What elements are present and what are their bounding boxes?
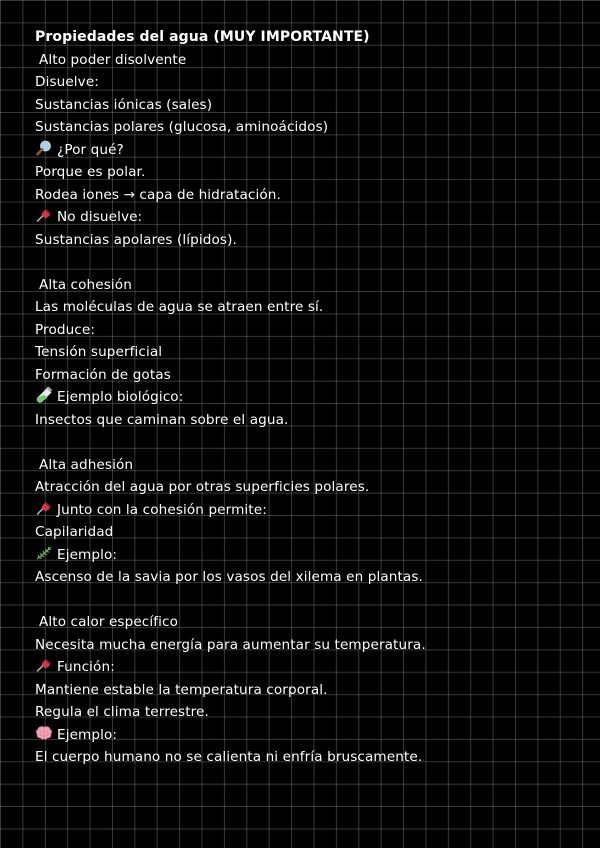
section-heading-cohesion: Alta cohesión — [39, 276, 132, 293]
adhesion-example-item: Ascenso de la savia por los vasos del xilema en plantas. — [35, 569, 423, 585]
specific-heat-example-row — [35, 724, 595, 747]
dissolves-label: Disuelve: — [35, 74, 99, 90]
function-item: Regula el clima terrestre. — [35, 704, 209, 720]
cohesion-description: Las moléculas de agua se atraen entre sí. — [35, 299, 324, 315]
allows-label: Junto con la cohesión permite: — [57, 501, 267, 518]
adhesion-example-label: Ejemplo: — [57, 546, 118, 563]
magnifying-glass-icon — [35, 140, 53, 156]
why-item: Porque es polar. — [35, 164, 146, 180]
not-dissolves-item: Sustancias apolares (lípidos). — [35, 231, 237, 248]
why-row — [35, 139, 595, 162]
not-dissolves-label: No disuelve: — [57, 209, 143, 225]
notes-page — [35, 26, 595, 769]
function-label: Función: — [57, 659, 115, 675]
specific-heat-description: Necesita mucha energía para aumentar su temperatura. — [35, 636, 426, 653]
specific-heat-example-item: El cuerpo humano no se calienta ni enfría bruscamente. — [35, 749, 423, 765]
section-heading-solvent: Alto poder disolvente — [39, 51, 187, 68]
spacer — [35, 589, 595, 612]
bio-example-label: Ejemplo biológico: — [57, 389, 184, 405]
pushpin-icon — [35, 207, 53, 223]
pushpin-icon — [35, 657, 53, 673]
adhesion-description: Atracción del agua por otras superficies polares. — [35, 479, 370, 495]
fern-icon — [35, 545, 53, 561]
dissolves-item: Sustancias iónicas (sales) — [35, 96, 213, 113]
bio-example-item: Insectos que caminan sobre el agua. — [35, 411, 289, 428]
why-item: Rodea iones → capa de hidratación. — [35, 186, 281, 203]
allows-item: Capilaridad — [35, 524, 114, 540]
page-title: Propiedades del agua (MUY IMPORTANTE) — [35, 29, 370, 45]
produces-item: Tensión superficial — [35, 344, 163, 360]
test-tube-icon — [35, 387, 53, 403]
function-item: Mantiene estable la temperatura corporal. — [35, 681, 328, 698]
dissolves-item: Sustancias polares (glucosa, aminoácidos) — [35, 119, 329, 135]
bio-example-row — [35, 386, 595, 409]
produces-item: Formación de gotas — [35, 366, 171, 383]
section-heading-adhesion: Alta adhesión — [39, 456, 134, 473]
produces-label: Produce: — [35, 321, 96, 338]
specific-heat-example-label: Ejemplo: — [57, 726, 118, 743]
pushpin-icon — [35, 500, 53, 516]
why-label: ¿Por qué? — [57, 141, 124, 158]
brain-icon — [35, 725, 53, 741]
allows-row — [35, 499, 595, 522]
adhesion-example-row — [35, 544, 595, 567]
function-row — [35, 656, 595, 679]
spacer — [35, 251, 595, 274]
section-heading-specific-heat: Alto calor específico — [39, 614, 178, 630]
not-dissolves-row — [35, 206, 595, 229]
spacer — [35, 431, 595, 454]
